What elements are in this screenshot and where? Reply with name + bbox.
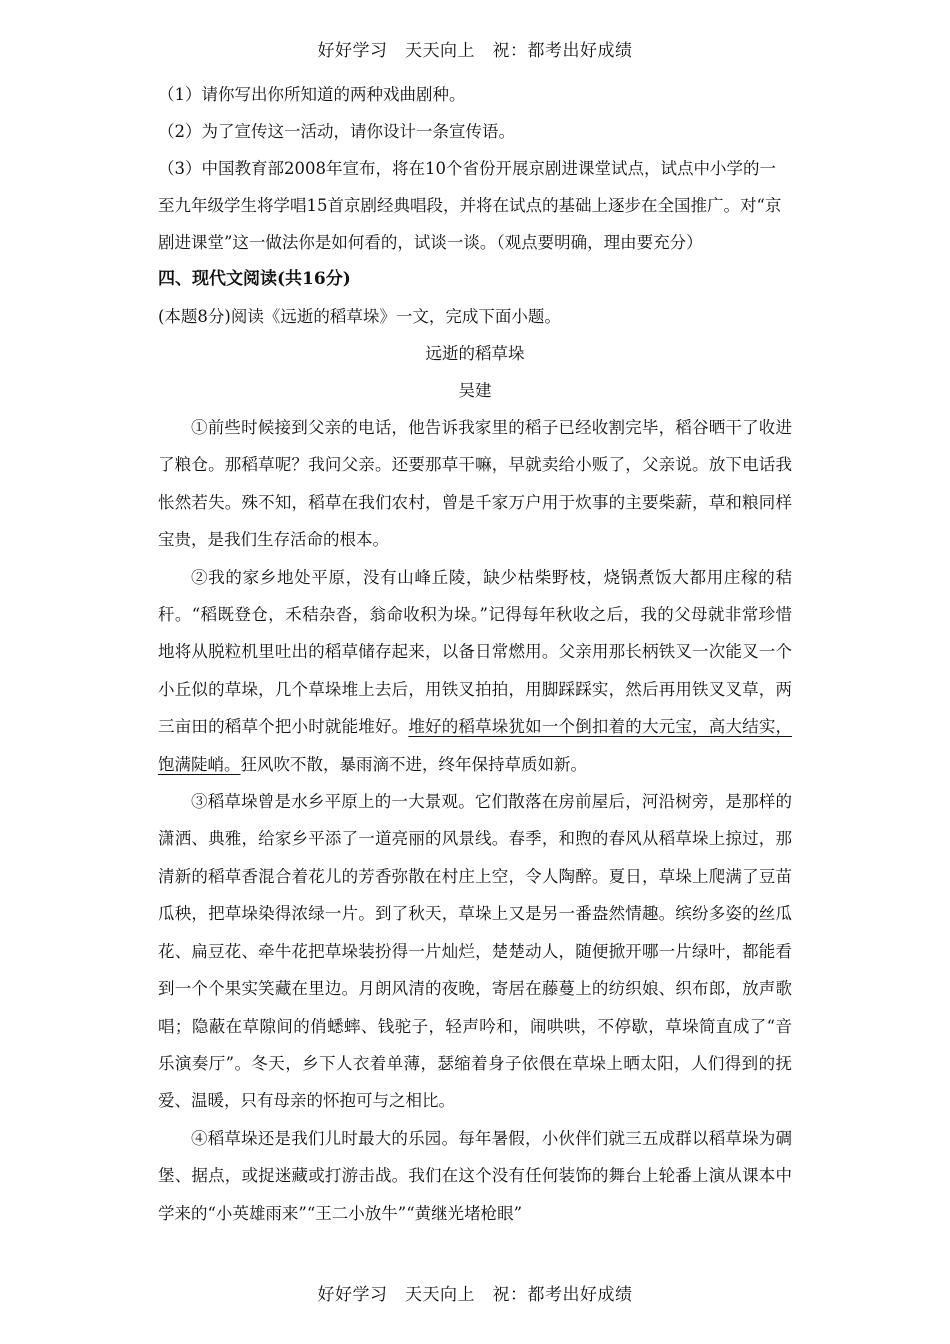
paragraph-2-tail: 狂风吹不散，暴雨滴不进，终年保持草质如新。 — [240, 754, 587, 774]
question-3: （3）中国教育部2008年宣布，将在10个省份开展京剧进课堂试点，试点中小学的一至九年级学生将学唱15首京剧经典唱段，并将在试点的基础上逐步在全国推广。对“京剧进课堂”这一做法你是如何看的，试谈一谈。（观点要明确，理由要充分） — [158, 159, 782, 252]
article-title: 远逝的稻草垛 — [425, 344, 525, 363]
paragraph-4: ④稻草垛还是我们儿时最大的乐园。每年暑假，小伙伴们就三五成群以稻草垛为碉堡、据点，或捉迷藏或打游击战。我们在这个没有任何装饰的舞台上轮番上演从课本中学来的“小英雄雨来”“王二小放牛”“黄继光堵枪眼” — [158, 1128, 792, 1223]
article-author: 吴建 — [458, 381, 492, 400]
reading-intro: (本题8分)阅读《远逝的稻草垛》一文，完成下面小题。 — [158, 307, 561, 326]
paragraph-3: ③稻草垛曾是水乡平原上的一大景观。它们散落在房前屋后，河沿树旁，是那样的潇洒、典雅，给家乡平添了一道亮丽的风景线。春季，和煦的春风从稻草垛上掠过，那清新的稻草香混合着花儿的芳香弥散在村庄上空，令人陶醉。夏日，草垛上爬满了豆苗瓜秧，把草垛染得浓绿一片。到了秋天，草垛上又是另一番盎然情趣。缤纷多姿的丝瓜花、扁豆花、牵牛花把草垛装扮得一片灿烂，楚楚动人，随便掀开哪一片绿叶，都能看到一个个果实笑藏在里边。月朗风清的夜晚，寄居在藤蔓上的纺织娘、织布郎，放声歌唱；隐蔽在草隙间的俏蟋蟀、钱驼子，轻声吟和，闹哄哄，不停歇，草垛简直成了“音乐演奏厅”。冬天，乡下人衣着单薄，瑟缩着身子依偎在草垛上晒太阳，人们得到的抚爱、温暖，只有母亲的怀抱可与之相比。 — [158, 792, 792, 1111]
paragraph-1: ①前些时候接到父亲的电话，他告诉我家里的稻子已经收割完毕，稻谷晒干了收进了粮仓。那稻草呢？我问父亲。还要那草干嘛，早就卖给小贩了，父亲说。放下电话我怅然若失。殊不知，稻草在我们农村，曾是千家万户用于炊事的主要柴薪，草和粮同样宝贵，是我们生存活命的根本。 — [158, 418, 792, 550]
paragraph-2-text: ②我的家乡地处平原，没有山峰丘陵，缺少枯柴野枝，烧锅煮饭大都用庄稼的秸秆。“稻既登仓，禾秸杂沓，翁命收积为垛。”记得每年秋收之后，我的父母就非常珍惜地将从脱粒机里吐出的稻草储存起来，以备日常燃用。父亲用那长柄铁叉一次能叉一个小丘似的草垛，几个草垛堆上去后，用铁叉拍拍，用脚踩踩实，然后再用铁叉叉草，两三亩田的稻草个把小时就能堆好。 — [158, 567, 792, 737]
question-2: （2）为了宣传这一活动，请你设计一条宣传语。 — [158, 122, 515, 141]
underlined-sentence: 堆好的稻草垛犹如一个倒扣着的大元宝，高大结实，饱满陡峭。 — [158, 717, 793, 774]
paragraph-2 — [158, 559, 792, 783]
page-content — [158, 76, 792, 1232]
section-title: 四、现代文阅读(共16分) — [158, 269, 351, 289]
page-footer: 好好学习 天天向上 祝：都考出好成绩 — [317, 1285, 633, 1305]
question-1: （1）请你写出你所知道的两种戏曲剧种。 — [158, 85, 466, 104]
page-header: 好好学习 天天向上 祝：都考出好成绩 — [317, 41, 633, 61]
